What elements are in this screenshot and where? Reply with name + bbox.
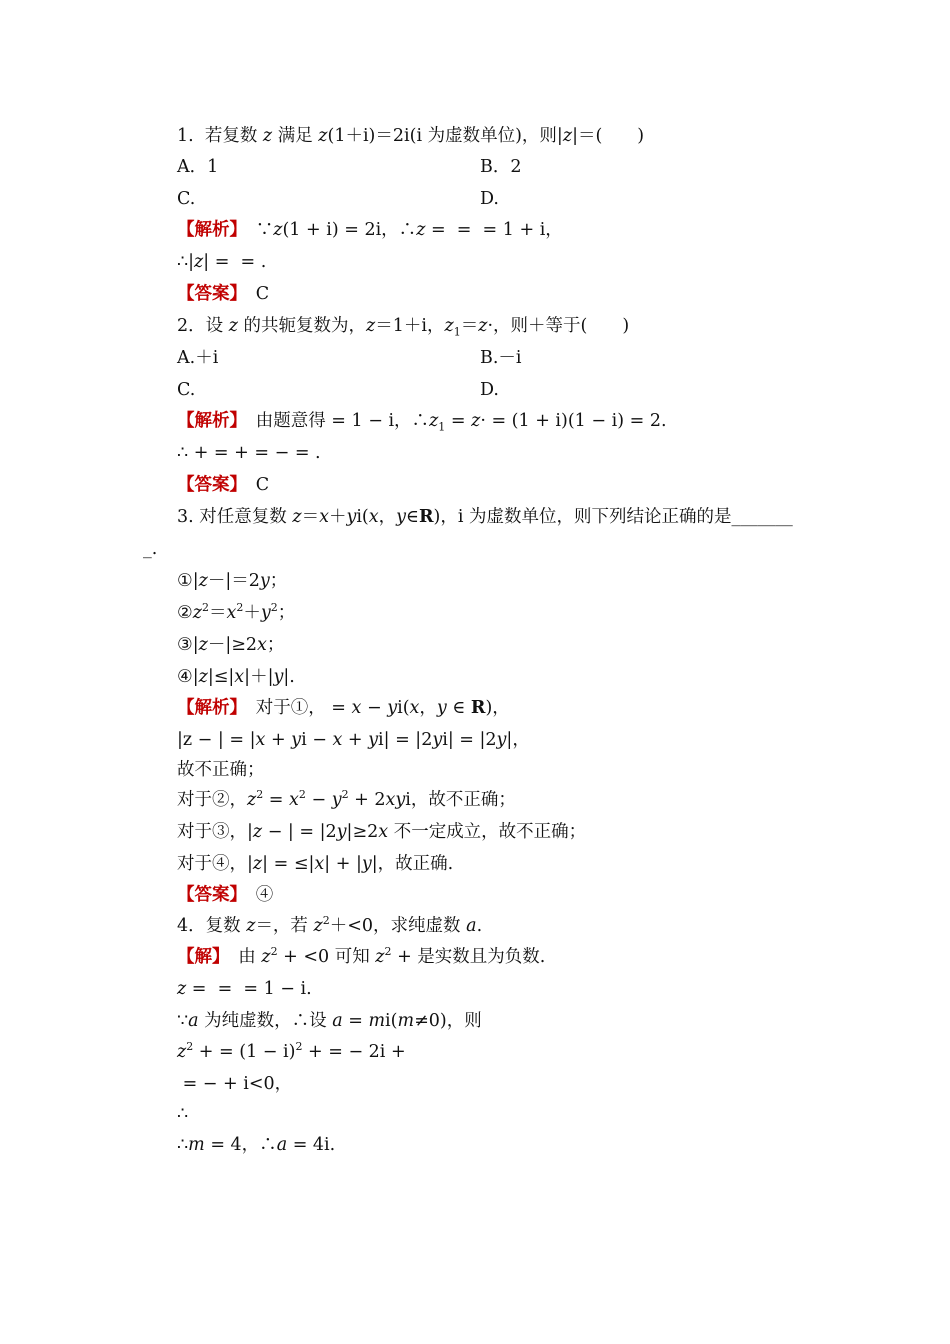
text: i( xyxy=(397,698,410,718)
subscript: 1 xyxy=(438,420,446,434)
q1-analysis-line1 xyxy=(177,219,563,241)
answer-value: C xyxy=(238,284,270,304)
text: + = (1 − i) xyxy=(193,1042,296,1062)
q1-option-b: B．2 xyxy=(480,157,522,177)
text: i| = |2 xyxy=(442,730,497,750)
text: (1 + i) = 2i，∴ xyxy=(282,220,417,240)
text: ③| xyxy=(177,635,199,655)
text: ∵ xyxy=(238,220,274,240)
var: z xyxy=(292,507,302,527)
text: + = − 2i + xyxy=(302,1042,406,1062)
q4-solution-line5: = − + i<0， xyxy=(177,1074,293,1094)
text: + <0 可知 xyxy=(277,947,376,967)
var: z xyxy=(416,220,426,240)
text: ＝ xyxy=(208,603,227,623)
q3-analysis-line2 xyxy=(177,729,530,751)
text: = xyxy=(342,1011,369,1031)
superscript: 2 xyxy=(236,601,244,615)
text: |z − | = | xyxy=(177,730,256,750)
text: = 4i. xyxy=(287,1135,336,1155)
var: y xyxy=(361,854,372,874)
text: |＋| xyxy=(244,667,274,687)
text: | = ≤| xyxy=(262,854,315,874)
q4-solution-line1 xyxy=(177,946,545,968)
text: 的共轭复数为， xyxy=(237,316,366,336)
var: z xyxy=(198,571,208,591)
text: |，故正确. xyxy=(371,854,454,874)
var: y xyxy=(387,698,398,718)
text: 对于②， xyxy=(177,790,247,810)
subscript: 1 xyxy=(453,325,461,339)
var: x xyxy=(234,667,245,687)
set-symbol: R xyxy=(419,507,434,527)
text: 由题意得 = 1 − i，∴ xyxy=(238,411,430,431)
var: y xyxy=(259,571,270,591)
text: ＋<0，求纯虚数 xyxy=(329,916,467,936)
var: y xyxy=(336,822,347,842)
var: z xyxy=(429,411,439,431)
var: z xyxy=(247,790,257,810)
text: |. xyxy=(283,667,295,687)
text: ∴| xyxy=(177,252,195,272)
text: 4．复数 xyxy=(177,916,247,936)
q4-solution-line7 xyxy=(177,1134,335,1156)
var: x xyxy=(368,507,379,527)
var: xy xyxy=(385,790,406,810)
q1-answer xyxy=(177,283,269,305)
superscript: 2 xyxy=(270,945,278,959)
text: i| = |2 xyxy=(378,730,433,750)
q4-solution-line3 xyxy=(177,1010,482,1032)
q3-analysis-line4 xyxy=(177,789,516,811)
q3-option-4 xyxy=(177,666,295,688)
q3-stem-continuation: _. xyxy=(143,539,158,559)
answer-tag: 【答案】 xyxy=(177,475,239,495)
var: z xyxy=(318,126,328,146)
text: i − xyxy=(301,730,333,750)
text: i( xyxy=(385,1011,398,1031)
text: ∈ xyxy=(406,507,419,527)
solution-tag: 【解】 xyxy=(177,947,221,967)
text: 不一定成立，故不正确； xyxy=(388,822,587,842)
text: －|≥2 xyxy=(207,635,258,655)
text: |≤| xyxy=(207,667,235,687)
var: y xyxy=(496,730,507,750)
var: m xyxy=(397,1011,415,1031)
text: 由 xyxy=(220,947,262,967)
text: 满足 xyxy=(272,126,319,146)
superscript: 2 xyxy=(322,914,330,928)
text: ； xyxy=(269,571,288,591)
var: z xyxy=(177,1042,187,1062)
analysis-tag: 【解析】 xyxy=(177,411,239,431)
var: z xyxy=(478,316,488,336)
var: x xyxy=(289,790,299,810)
q4-stem xyxy=(177,915,482,937)
q3-analysis-line3: 故不正确； xyxy=(177,760,265,780)
superscript: 2 xyxy=(186,1040,194,1054)
superscript: 2 xyxy=(341,788,349,802)
q4-solution-line2 xyxy=(177,978,312,1000)
var: y xyxy=(436,698,447,718)
var: z xyxy=(177,979,187,999)
var: z xyxy=(562,126,573,146)
q2-option-b: B.－i xyxy=(480,348,522,368)
var: z xyxy=(228,316,238,336)
text: i，故不正确； xyxy=(405,790,516,810)
var: y xyxy=(260,603,271,623)
text: ＝，若 xyxy=(255,916,314,936)
answer-value: C xyxy=(238,475,270,495)
text: = xyxy=(445,411,472,431)
q2-stem xyxy=(177,315,629,337)
text: 为纯虚数，∴设 xyxy=(198,1011,333,1031)
var: z xyxy=(246,916,256,936)
text: ④| xyxy=(177,667,199,687)
text: )， xyxy=(485,698,510,718)
superscript: 2 xyxy=(256,788,264,802)
var: z xyxy=(252,854,263,874)
superscript: 2 xyxy=(201,601,209,615)
q2-analysis-line1 xyxy=(177,410,667,432)
text: · = (1 + i)(1 − i) = 2. xyxy=(480,411,667,431)
superscript: 2 xyxy=(298,788,306,802)
q3-stem xyxy=(177,506,793,528)
var: z xyxy=(194,252,204,272)
q1-option-a: A．1 xyxy=(177,157,219,177)
text: + xyxy=(342,730,369,750)
text: = = = 1 − i. xyxy=(186,979,312,999)
q2-option-d: D. xyxy=(480,380,499,400)
q1-option-c: C. xyxy=(177,189,196,209)
analysis-tag: 【解析】 xyxy=(177,220,239,240)
var: y xyxy=(346,507,357,527)
q3-answer xyxy=(177,884,273,906)
q1-analysis-line2 xyxy=(177,251,266,273)
text: ∴ xyxy=(177,1135,189,1155)
text: − | = |2 xyxy=(262,822,337,842)
var: z xyxy=(375,947,385,967)
text: = 4，∴ xyxy=(204,1135,277,1155)
text: )，i 为虚数单位，则下列结论正确的是_______ xyxy=(433,507,793,527)
text: i( xyxy=(356,507,369,527)
text: ② xyxy=(177,603,193,623)
var: x xyxy=(257,635,267,655)
text: + 是实数且为负数. xyxy=(391,947,546,967)
text: ＝1＋i， xyxy=(375,316,445,336)
var: a xyxy=(466,916,477,936)
var: z xyxy=(261,947,271,967)
analysis-tag: 【解析】 xyxy=(177,698,239,718)
var: y xyxy=(432,730,443,750)
q1-stem xyxy=(177,125,644,147)
text: = xyxy=(263,790,290,810)
q2-option-a: A.＋i xyxy=(177,348,219,368)
var: z xyxy=(262,126,273,146)
text: |， xyxy=(506,730,530,750)
q3-option-2 xyxy=(177,602,295,624)
q3-analysis-line1 xyxy=(177,697,510,719)
q3-analysis-line5 xyxy=(177,821,586,843)
superscript: 2 xyxy=(270,601,278,615)
text: －|＝2 xyxy=(207,571,260,591)
text: = = = 1 + i， xyxy=(425,220,563,240)
text: (1＋i)＝2i(i 为虚数单位)，则| xyxy=(327,126,563,146)
text: 1. 若复数 xyxy=(177,126,263,146)
var: a xyxy=(188,1011,199,1031)
text: 对于③，| xyxy=(177,822,253,842)
var: y xyxy=(368,730,379,750)
text: ＝ xyxy=(301,507,320,527)
var: z xyxy=(444,316,454,336)
text: |≥2 xyxy=(346,822,379,842)
q3-option-1 xyxy=(177,570,287,592)
text: ； xyxy=(277,603,296,623)
var: z xyxy=(471,411,481,431)
var: y xyxy=(331,790,342,810)
set-symbol: R xyxy=(470,698,486,718)
answer-value: ④ xyxy=(238,885,274,905)
text: + 2 xyxy=(348,790,386,810)
text: ∈ xyxy=(446,698,471,718)
var: x xyxy=(409,698,420,718)
text: ①| xyxy=(177,571,199,591)
text: 3. 对任意复数 xyxy=(177,507,293,527)
text: + xyxy=(265,730,292,750)
var: x xyxy=(332,730,343,750)
var: x xyxy=(226,603,237,623)
superscript: 2 xyxy=(384,945,392,959)
var: x xyxy=(351,698,362,718)
text: ＋ xyxy=(243,603,261,623)
text: |＝( ) xyxy=(572,126,645,146)
var: y xyxy=(273,667,284,687)
q1-option-d: D. xyxy=(480,189,499,209)
q3-option-3 xyxy=(177,634,284,656)
q2-analysis-line2: ∴ + = + = − = . xyxy=(177,443,321,463)
var: a xyxy=(276,1135,288,1155)
q2-option-c: C. xyxy=(177,380,196,400)
text: ； xyxy=(266,635,285,655)
text: ， xyxy=(419,698,437,718)
text: 对于④，| xyxy=(177,854,253,874)
text: − xyxy=(361,698,388,718)
text: ， xyxy=(378,507,397,527)
var: y xyxy=(291,730,302,750)
text: . xyxy=(476,916,483,936)
var: x xyxy=(378,822,389,842)
answer-tag: 【答案】 xyxy=(177,885,239,905)
var: m xyxy=(368,1011,386,1031)
text: 2．设 xyxy=(177,316,229,336)
var: z xyxy=(252,822,263,842)
text: | + | xyxy=(324,854,362,874)
var: z xyxy=(313,916,323,936)
text: ·，则＋等于( ) xyxy=(487,316,630,336)
text: − xyxy=(305,790,332,810)
var: z xyxy=(198,635,208,655)
q4-solution-line4 xyxy=(177,1041,406,1063)
text: 对于①， = xyxy=(238,698,352,718)
var: m xyxy=(188,1135,205,1155)
var: z xyxy=(273,220,283,240)
q3-analysis-line6 xyxy=(177,853,453,875)
superscript: 2 xyxy=(295,1040,303,1054)
var: a xyxy=(332,1011,343,1031)
text: ∵ xyxy=(177,1011,189,1031)
var: y xyxy=(396,507,407,527)
var: x xyxy=(319,507,329,527)
var: x xyxy=(314,854,325,874)
var: x xyxy=(255,730,266,750)
text: ＝ xyxy=(460,316,479,336)
text: ＋ xyxy=(328,507,347,527)
text: ≠0)，则 xyxy=(414,1011,482,1031)
var: z xyxy=(192,603,202,623)
text: | = = . xyxy=(203,252,267,272)
q4-solution-line6: ∴ xyxy=(177,1104,189,1124)
var: z xyxy=(198,667,208,687)
q2-answer xyxy=(177,474,269,496)
var: z xyxy=(366,316,376,336)
answer-tag: 【答案】 xyxy=(177,284,239,304)
